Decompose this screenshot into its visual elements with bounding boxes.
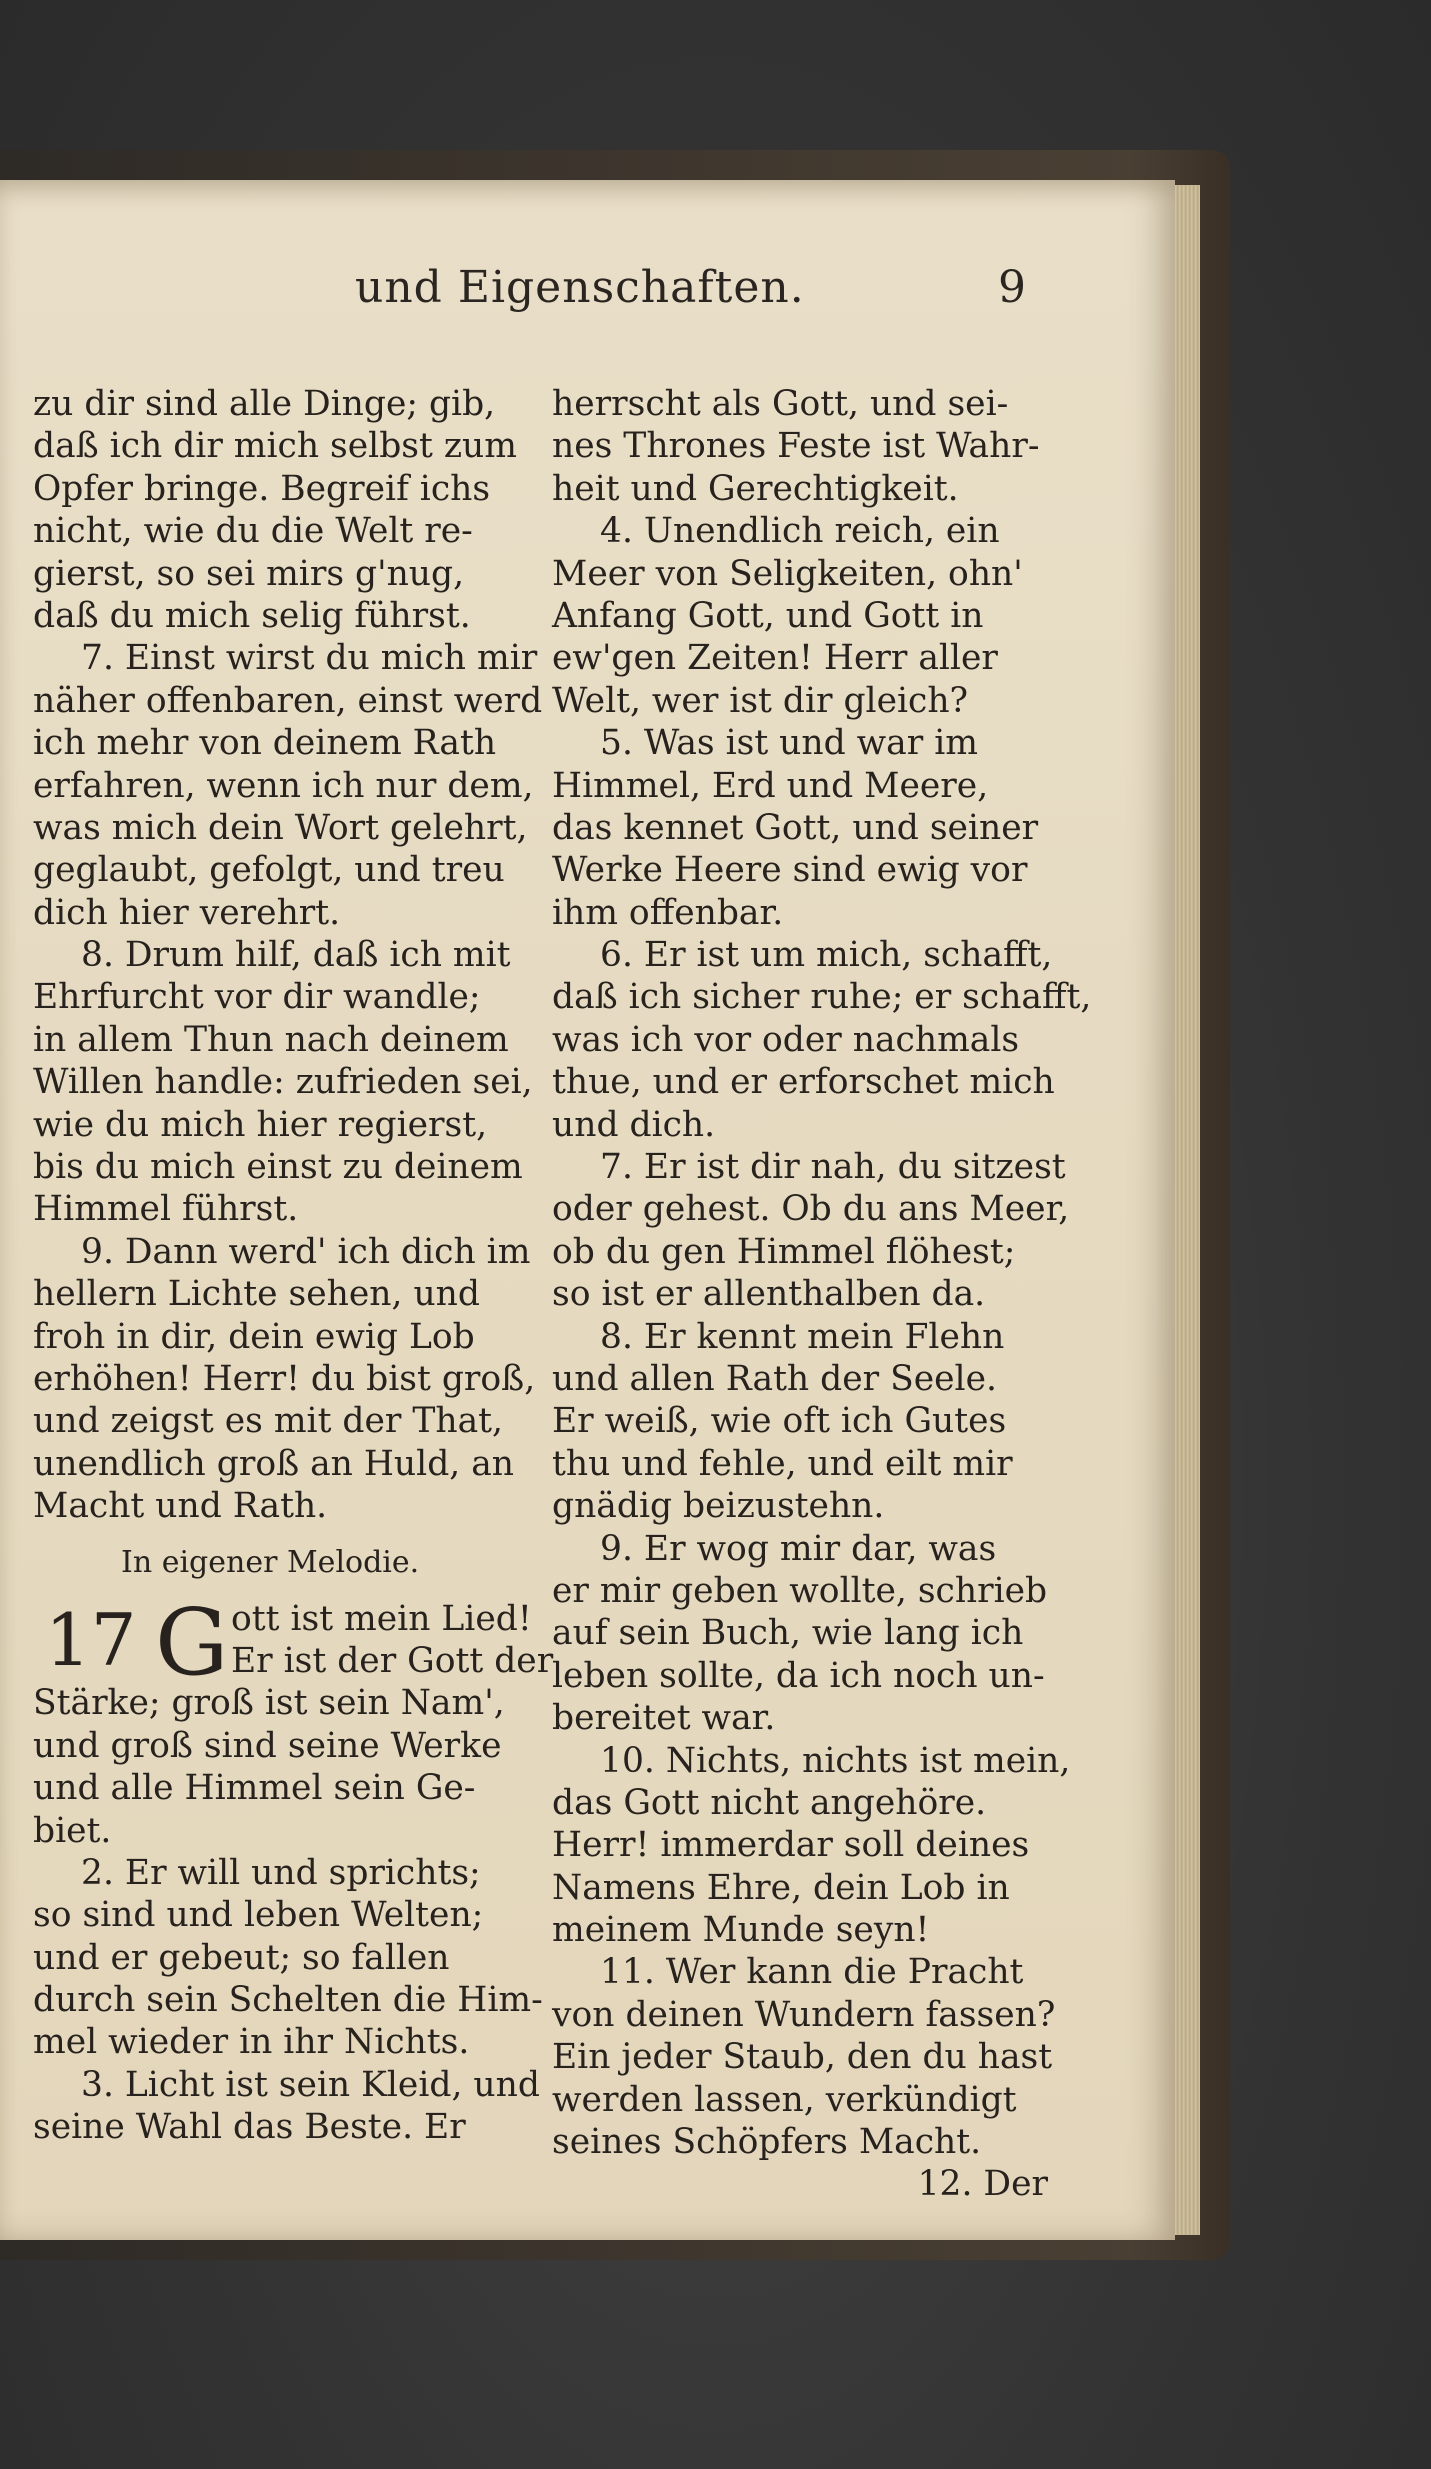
text-line: Ein jeder Staub, den du hast — [552, 2037, 1053, 2078]
text-line: heit und Gerechtigkeit. — [552, 468, 959, 509]
text-line: wie du mich hier regierst, — [33, 1104, 488, 1145]
text-line: so sind und leben Welten; — [33, 1895, 484, 1936]
text-line: herrscht als Gott, und sei- — [552, 384, 1009, 424]
text-line: erhöhen! Herr! du bist groß, — [33, 1358, 536, 1399]
text-line: Willen handle: zufrieden sei, — [33, 1062, 533, 1103]
text-line: Anfang Gott, und Gott in — [552, 595, 984, 636]
text-line: dich hier verehrt. — [33, 892, 341, 933]
text-line: seines Schöpfers Macht. — [552, 2122, 982, 2163]
text-line: näher offenbaren, einst werd — [33, 680, 543, 721]
left-column — [33, 383, 554, 2149]
text-line: und alle Himmel sein Ge- — [33, 1768, 476, 1809]
text-line: Ehrfurcht vor dir wandle; — [33, 977, 481, 1018]
text-line: zu dir sind alle Dinge; gib, — [33, 384, 496, 424]
text-line: ew'gen Zeiten! Herr aller — [552, 638, 998, 679]
verse-start-line: 6. Er ist um mich, schafft, — [600, 935, 1053, 976]
hymn-number: 17 — [45, 1597, 137, 1682]
text-line: froh in dir, dein ewig Lob — [33, 1316, 475, 1357]
text-line: Opfer bringe. Begreif ichs — [33, 468, 491, 509]
running-title: und Eigenschaften. — [355, 262, 805, 313]
text-line: in allem Thun nach deinem — [33, 1019, 509, 1060]
text-line: das Gott nicht angehöre. — [552, 1782, 987, 1823]
text-line: geglaubt, gefolgt, und treu — [33, 850, 505, 891]
text-line: Werke Heere sind ewig vor — [552, 850, 1028, 891]
verse-start-line: 11. Wer kann die Pracht — [600, 1952, 1024, 1993]
text-line: thue, und er erforschet mich — [552, 1062, 1055, 1103]
text-line: bereitet war. — [552, 1698, 776, 1739]
verse-start-line: 10. Nichts, nichts ist mein, — [600, 1740, 1071, 1781]
text-line: hellern Lichte sehen, und — [33, 1274, 480, 1315]
verse-start-line: 9. Er wog mir dar, was — [600, 1528, 997, 1569]
verse-start-line: 7. Einst wirst du mich mir — [81, 638, 538, 679]
text-line: Herr! immerdar soll deines — [552, 1825, 1030, 1866]
hymn-second-line: Er ist der Gott der — [231, 1640, 554, 1681]
text-line: ihm offenbar. — [552, 892, 784, 933]
text-line: Welt, wer ist dir gleich? — [552, 680, 969, 721]
text-line: nes Thrones Feste ist Wahr- — [552, 426, 1040, 467]
text-line: ob du gen Himmel flöhest; — [552, 1231, 1016, 1272]
text-line: Er weiß, wie oft ich Gutes — [552, 1401, 1007, 1442]
text-line: seine Wahl das Beste. Er — [33, 2107, 466, 2148]
text-line: daß ich dir mich selbst zum — [33, 426, 517, 467]
text-line: durch sein Schelten die Him- — [33, 1980, 543, 2021]
verse-start-line: 8. Er kennt mein Flehn — [600, 1316, 1005, 1357]
verse-start-line: 8. Drum hilf, daß ich mit — [81, 935, 511, 976]
text-line: und groß sind seine Werke — [33, 1725, 502, 1766]
text-line: erfahren, wenn ich nur dem, — [33, 765, 534, 806]
text-line: biet. — [33, 1810, 112, 1851]
text-line: Namens Ehre, dein Lob in — [552, 1867, 1010, 1908]
text-line: unendlich groß an Huld, an — [33, 1443, 514, 1484]
text-line: werden lassen, verkündigt — [552, 2079, 1017, 2120]
text-line: so ist er allenthalben da. — [552, 1274, 986, 1315]
catchword: 12. Der — [917, 2164, 1048, 2205]
text-line: leben sollte, da ich noch un- — [552, 1655, 1045, 1696]
text-line: und dich. — [552, 1104, 716, 1145]
right-column — [552, 383, 1092, 2206]
text-line: und zeigst es mit der That, — [33, 1401, 503, 1442]
hymn-first-line-text: ott ist mein Lied! — [231, 1598, 532, 1639]
text-line: meinem Munde seyn! — [552, 1910, 930, 1951]
text-line: Macht und Rath. — [33, 1486, 328, 1527]
drop-cap: G — [155, 1588, 229, 1696]
text-line: nicht, wie du die Welt re- — [33, 511, 473, 552]
text-line: auf sein Buch, wie lang ich — [552, 1613, 1024, 1654]
text-line: und allen Rath der Seele. — [552, 1358, 997, 1399]
text-line: gnädig beizustehn. — [552, 1486, 885, 1527]
text-line: daß ich sicher ruhe; er schafft, — [552, 977, 1092, 1018]
text-line: Himmel, Erd und Meere, — [552, 765, 989, 806]
page-number: 9 — [998, 262, 1026, 313]
text-line: Stärke; groß ist sein Nam', — [33, 1683, 505, 1724]
text-line: bis du mich einst zu deinem — [33, 1147, 523, 1188]
text-line: thu und fehle, und eilt mir — [552, 1443, 1013, 1484]
text-line: was ich vor oder nachmals — [552, 1019, 1020, 1060]
text-line: mel wieder in ihr Nichts. — [33, 2022, 470, 2063]
text-line: das kennet Gott, und seiner — [552, 807, 1039, 848]
verse-start-line: 2. Er will und sprichts; — [81, 1852, 481, 1893]
verse-start-line: 9. Dann werd' ich dich im — [81, 1231, 531, 1272]
text-line: er mir geben wollte, schrieb — [552, 1570, 1048, 1611]
melody-heading: In eigener Melodie. — [121, 1544, 420, 1580]
text-line: ich mehr von deinem Rath — [33, 723, 497, 764]
verse-start-line: 4. Unendlich reich, ein — [600, 511, 1000, 552]
verse-start-line: 5. Was ist und war im — [600, 723, 978, 764]
text-line: was mich dein Wort gelehrt, — [33, 807, 528, 848]
text-line: von deinen Wundern fassen? — [552, 1994, 1056, 2035]
text-line: daß du mich selig führst. — [33, 595, 471, 636]
text-line: gierst, so sei mirs g'nug, — [33, 553, 465, 594]
verse-start-line: 3. Licht ist sein Kleid, und — [81, 2064, 540, 2105]
text-line: oder gehest. Ob du ans Meer, — [552, 1189, 1070, 1230]
text-line: und er gebeut; so fallen — [33, 1937, 450, 1978]
text-line: Himmel führst. — [33, 1189, 299, 1230]
verse-start-line: 7. Er ist dir nah, du sitzest — [600, 1147, 1066, 1188]
running-head — [0, 262, 1175, 332]
text-line: Meer von Seligkeiten, ohn' — [552, 553, 1023, 594]
